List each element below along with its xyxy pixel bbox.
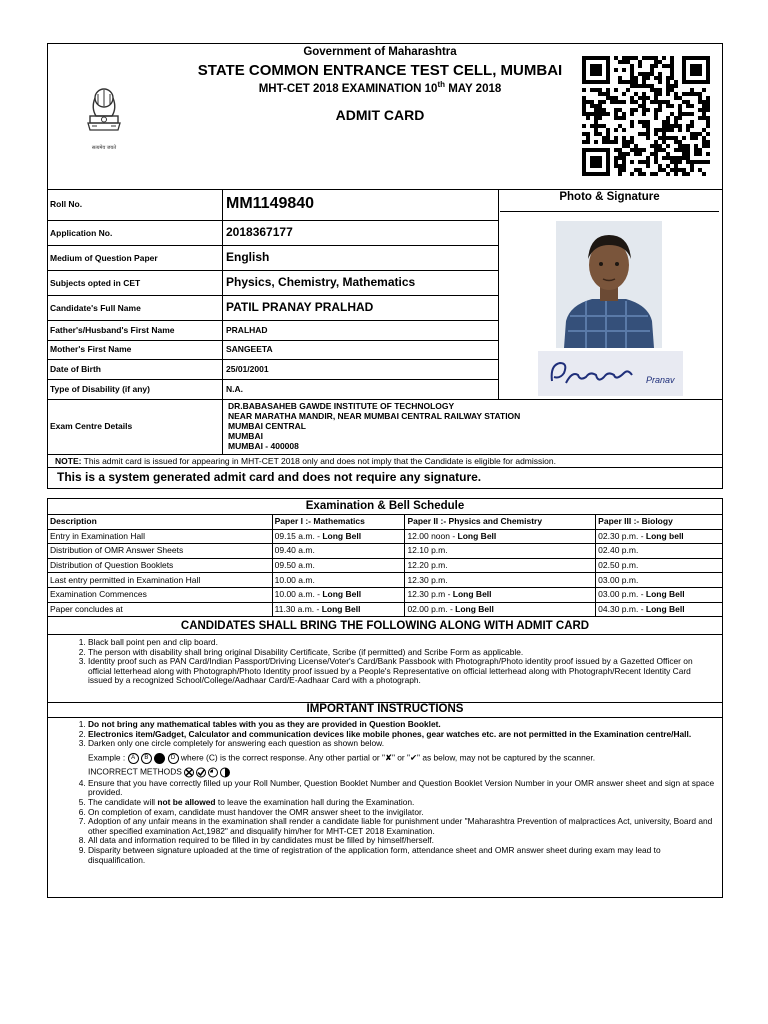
disability-label: Type of Disability (if any) <box>50 384 150 394</box>
table-cell: 02.50 p.m. <box>596 558 723 573</box>
table-row <box>48 544 723 559</box>
disability-value: N.A. <box>226 384 243 394</box>
time: 02.00 p.m. - <box>407 603 456 614</box>
bring-list <box>52 638 716 686</box>
bell: Long Bell <box>457 530 497 541</box>
candidate-photo <box>556 221 662 348</box>
table-cell <box>596 529 723 544</box>
table-cell <box>405 602 596 617</box>
table-row <box>48 515 723 530</box>
instruction-text: The candidate will <box>88 796 158 807</box>
roll-value: MM1149840 <box>226 195 315 212</box>
list-item: 2. The person with disability shall bring original Disability Certificate, Scribe (if permitted) and Scribe Form as applicable. <box>88 648 716 658</box>
note-text <box>55 456 715 466</box>
bubble-a-icon: A <box>128 753 139 764</box>
table-cell: 10.00 a.m. <box>272 573 405 588</box>
list-item: 7. Adoption of any unfair means in the examination shall render a candidate liable for punishment under "Maharashtra Prevention of malpractices Act, university, Board and other specified examination Act,1982" and disqualify him/her for MHT-CET 2018 Examination. <box>88 817 716 836</box>
system-note: This is a system generated admit card and does not require any signature. <box>57 470 482 484</box>
state-emblem <box>82 86 126 151</box>
application-value: 2018367177 <box>226 225 293 239</box>
signature-icon <box>538 351 683 396</box>
bell: Long Bell <box>322 530 362 541</box>
centre-line: MUMBAI CENTRAL <box>228 421 306 431</box>
name-label: Candidate's Full Name <box>50 303 141 313</box>
centre-line: NEAR MARATHA MANDIR, NEAR MUMBAI CENTRAL RAILWAY STATION <box>228 411 521 421</box>
list-item: 8. All data and information required to be filled in by candidates must be filled by himself/herself. <box>88 836 716 846</box>
table-cell: 12.10 p.m. <box>405 544 596 559</box>
lion-emblem-icon <box>82 86 126 140</box>
centre-line: MUMBAI - 400008 <box>228 441 299 451</box>
list-item: 3. Identity proof such as PAN Card/Indian Passport/Driving License/Voter's Card/Bank Passbook with Photograph/Photo identity proof issued by a Gazetted Officer on official letterhead along with Photograph/Photo Identity proof issued by a People's Representative on official letterhead along with Photograph/Recent Identity Card issued by a recognized School/College/Aadhaar Card/E-Aadhaar Card with a photograph. <box>88 657 716 686</box>
exam-title-sup: th <box>437 80 445 89</box>
bubble-c-filled-icon <box>154 753 165 764</box>
name-value: PATIL PRANAY PRALHAD <box>226 300 374 314</box>
cell-title: STATE COMMON ENTRANCE TEST CELL, MUMBAI <box>197 62 563 79</box>
time: 09.15 a.m. - <box>274 530 323 541</box>
centre-value <box>228 401 520 451</box>
table-cell: 12.30 p.m. <box>405 573 596 588</box>
example-label: Example : <box>88 752 126 763</box>
bell: Long Bell <box>645 603 685 614</box>
note-body: This admit card is issued for appearing in MHT-CET 2018 only and does not imply that the Candidate is eligible for admission. <box>81 456 556 466</box>
example-text: where (C) is the correct response. Any other partial or "✘" or "✔" as below, may not be captured by the scanner. <box>180 752 596 763</box>
table-cell: Distribution of OMR Answer Sheets <box>48 544 273 559</box>
table-header: Description <box>48 515 273 530</box>
bell: Long Bell <box>321 603 361 614</box>
instruction-bold: not be allowed <box>157 796 216 807</box>
table-cell <box>405 587 596 602</box>
person-photo-icon <box>556 221 662 348</box>
time: 11.30 a.m. - <box>274 603 322 614</box>
time: 03.00 p.m. - <box>598 589 646 600</box>
incorrect-row <box>88 767 716 778</box>
note-label: NOTE: <box>55 456 82 466</box>
bell: Long Bell <box>645 589 685 600</box>
bell: Long Bell <box>455 603 494 614</box>
instruction-bold: Electronics item/Gadget, Calculator and communication devices like mobile phones, gear watches etc. are not permitted in the Examination centre/Hall. <box>88 728 692 739</box>
table-header: Paper II :- Physics and Chemistry <box>405 515 596 530</box>
bell: Long Bell <box>322 589 362 600</box>
time: 02.30 p.m. - <box>598 530 646 541</box>
instruction-text: Darken only one circle completely for answering each question as shown below. <box>88 738 385 749</box>
table-cell <box>405 529 596 544</box>
table-cell: 09.50 a.m. <box>272 558 405 573</box>
list-item: 9. Disparity between signature uploaded at the time of registration of the application form, attendance sheet and OMR answer sheet during exam may lead to disqualification. <box>88 846 716 865</box>
table-cell <box>272 602 405 617</box>
table-header: Paper III :- Biology <box>596 515 723 530</box>
table-cell: Examination Commences <box>48 587 273 602</box>
schedule-title: Examination & Bell Schedule <box>305 500 465 512</box>
table-row <box>48 558 723 573</box>
table-cell <box>272 529 405 544</box>
schedule-table <box>47 514 723 617</box>
dob-label: Date of Birth <box>50 364 101 374</box>
emblem-motto: सत्यमेव जयते <box>91 145 117 151</box>
photo-heading: Photo & Signature <box>559 191 660 203</box>
father-value: PRALHAD <box>226 325 268 335</box>
table-cell: Distribution of Question Booklets <box>48 558 273 573</box>
table-cell <box>596 602 723 617</box>
candidate-signature <box>538 351 683 396</box>
mother-value: SANGEETA <box>226 344 273 354</box>
centre-label: Exam Centre Details <box>50 421 133 431</box>
table-cell <box>596 587 723 602</box>
bell: Long Bell <box>452 589 492 600</box>
list-item: 6. On completion of exam, candidate must handover the OMR answer sheet to the invigilator. <box>88 808 716 818</box>
mother-label: Mother's First Name <box>50 344 132 354</box>
bubble-d-icon: D <box>168 753 179 764</box>
instruction-bold: Do not bring any mathematical tables with you as they are provided in Question Booklet. <box>88 719 441 729</box>
time: 10.00 a.m. - <box>274 589 323 600</box>
admit-card-title: ADMIT CARD <box>335 107 425 123</box>
table-row <box>48 529 723 544</box>
table-cell: Entry in Examination Hall <box>48 529 273 544</box>
exam-title-text: MHT-CET 2018 EXAMINATION 10 <box>258 82 438 95</box>
incorrect-label: INCORRECT METHODS <box>88 766 182 777</box>
time: 12.30 p.m - <box>407 589 453 600</box>
list-item <box>88 739 716 778</box>
list-item: 1. Black ball point pen and clip board. <box>88 638 716 648</box>
subjects-value: Physics, Chemistry, Mathematics <box>226 275 416 289</box>
table-cell: Paper concludes at <box>48 602 273 617</box>
incorrect-marks-icon <box>184 767 232 778</box>
table-cell: 03.00 p.m. <box>596 573 723 588</box>
subjects-label: Subjects opted in CET <box>50 278 141 288</box>
roll-label: Roll No. <box>50 199 83 209</box>
table-row <box>48 587 723 602</box>
table-cell: 12.20 p.m. <box>405 558 596 573</box>
father-label: Father's/Husband's First Name <box>50 325 175 335</box>
gov-title: Government of Maharashtra <box>303 46 457 58</box>
table-header: Paper I :- Mathematics <box>272 515 405 530</box>
table-cell <box>272 587 405 602</box>
bubble-b-icon: B <box>141 753 152 764</box>
instruction-text: to leave the examination hall during the Examination. <box>215 796 415 807</box>
centre-line: DR.BABASAHEB GAWDE INSTITUTE OF TECHNOLOGY <box>228 401 455 411</box>
table-cell: 02.40 p.m. <box>596 544 723 559</box>
instructions-title: IMPORTANT INSTRUCTIONS <box>306 703 464 715</box>
centre-line: MUMBAI <box>228 431 263 441</box>
table-row <box>48 602 723 617</box>
table-row <box>48 573 723 588</box>
exam-title-date: MAY 2018 <box>445 82 502 95</box>
table-cell: Last entry permitted in Examination Hall <box>48 573 273 588</box>
table-cell: 09.40 a.m. <box>272 544 405 559</box>
application-label: Application No. <box>50 228 113 238</box>
bring-title: CANDIDATES SHALL BRING THE FOLLOWING ALONG WITH ADMIT CARD <box>180 620 590 632</box>
list-item: 4. Ensure that you have correctly filled up your Roll Number, Question Booklet Number and Question Booklet Version Number in your OMR answer sheet and sign at space provided. <box>88 779 716 798</box>
bell: Long bell <box>645 530 684 541</box>
time: 12.00 noon - <box>407 530 458 541</box>
dob-value: 25/01/2001 <box>226 364 269 374</box>
instructions-list <box>52 720 716 865</box>
exam-title <box>200 80 560 95</box>
qr-code-icon <box>582 56 710 176</box>
time: 04.30 p.m. - <box>598 603 646 614</box>
example-row <box>88 753 716 764</box>
medium-label: Medium of Question Paper <box>50 253 158 263</box>
medium-value: English <box>226 250 270 264</box>
signature-name: Pranav <box>646 375 675 385</box>
